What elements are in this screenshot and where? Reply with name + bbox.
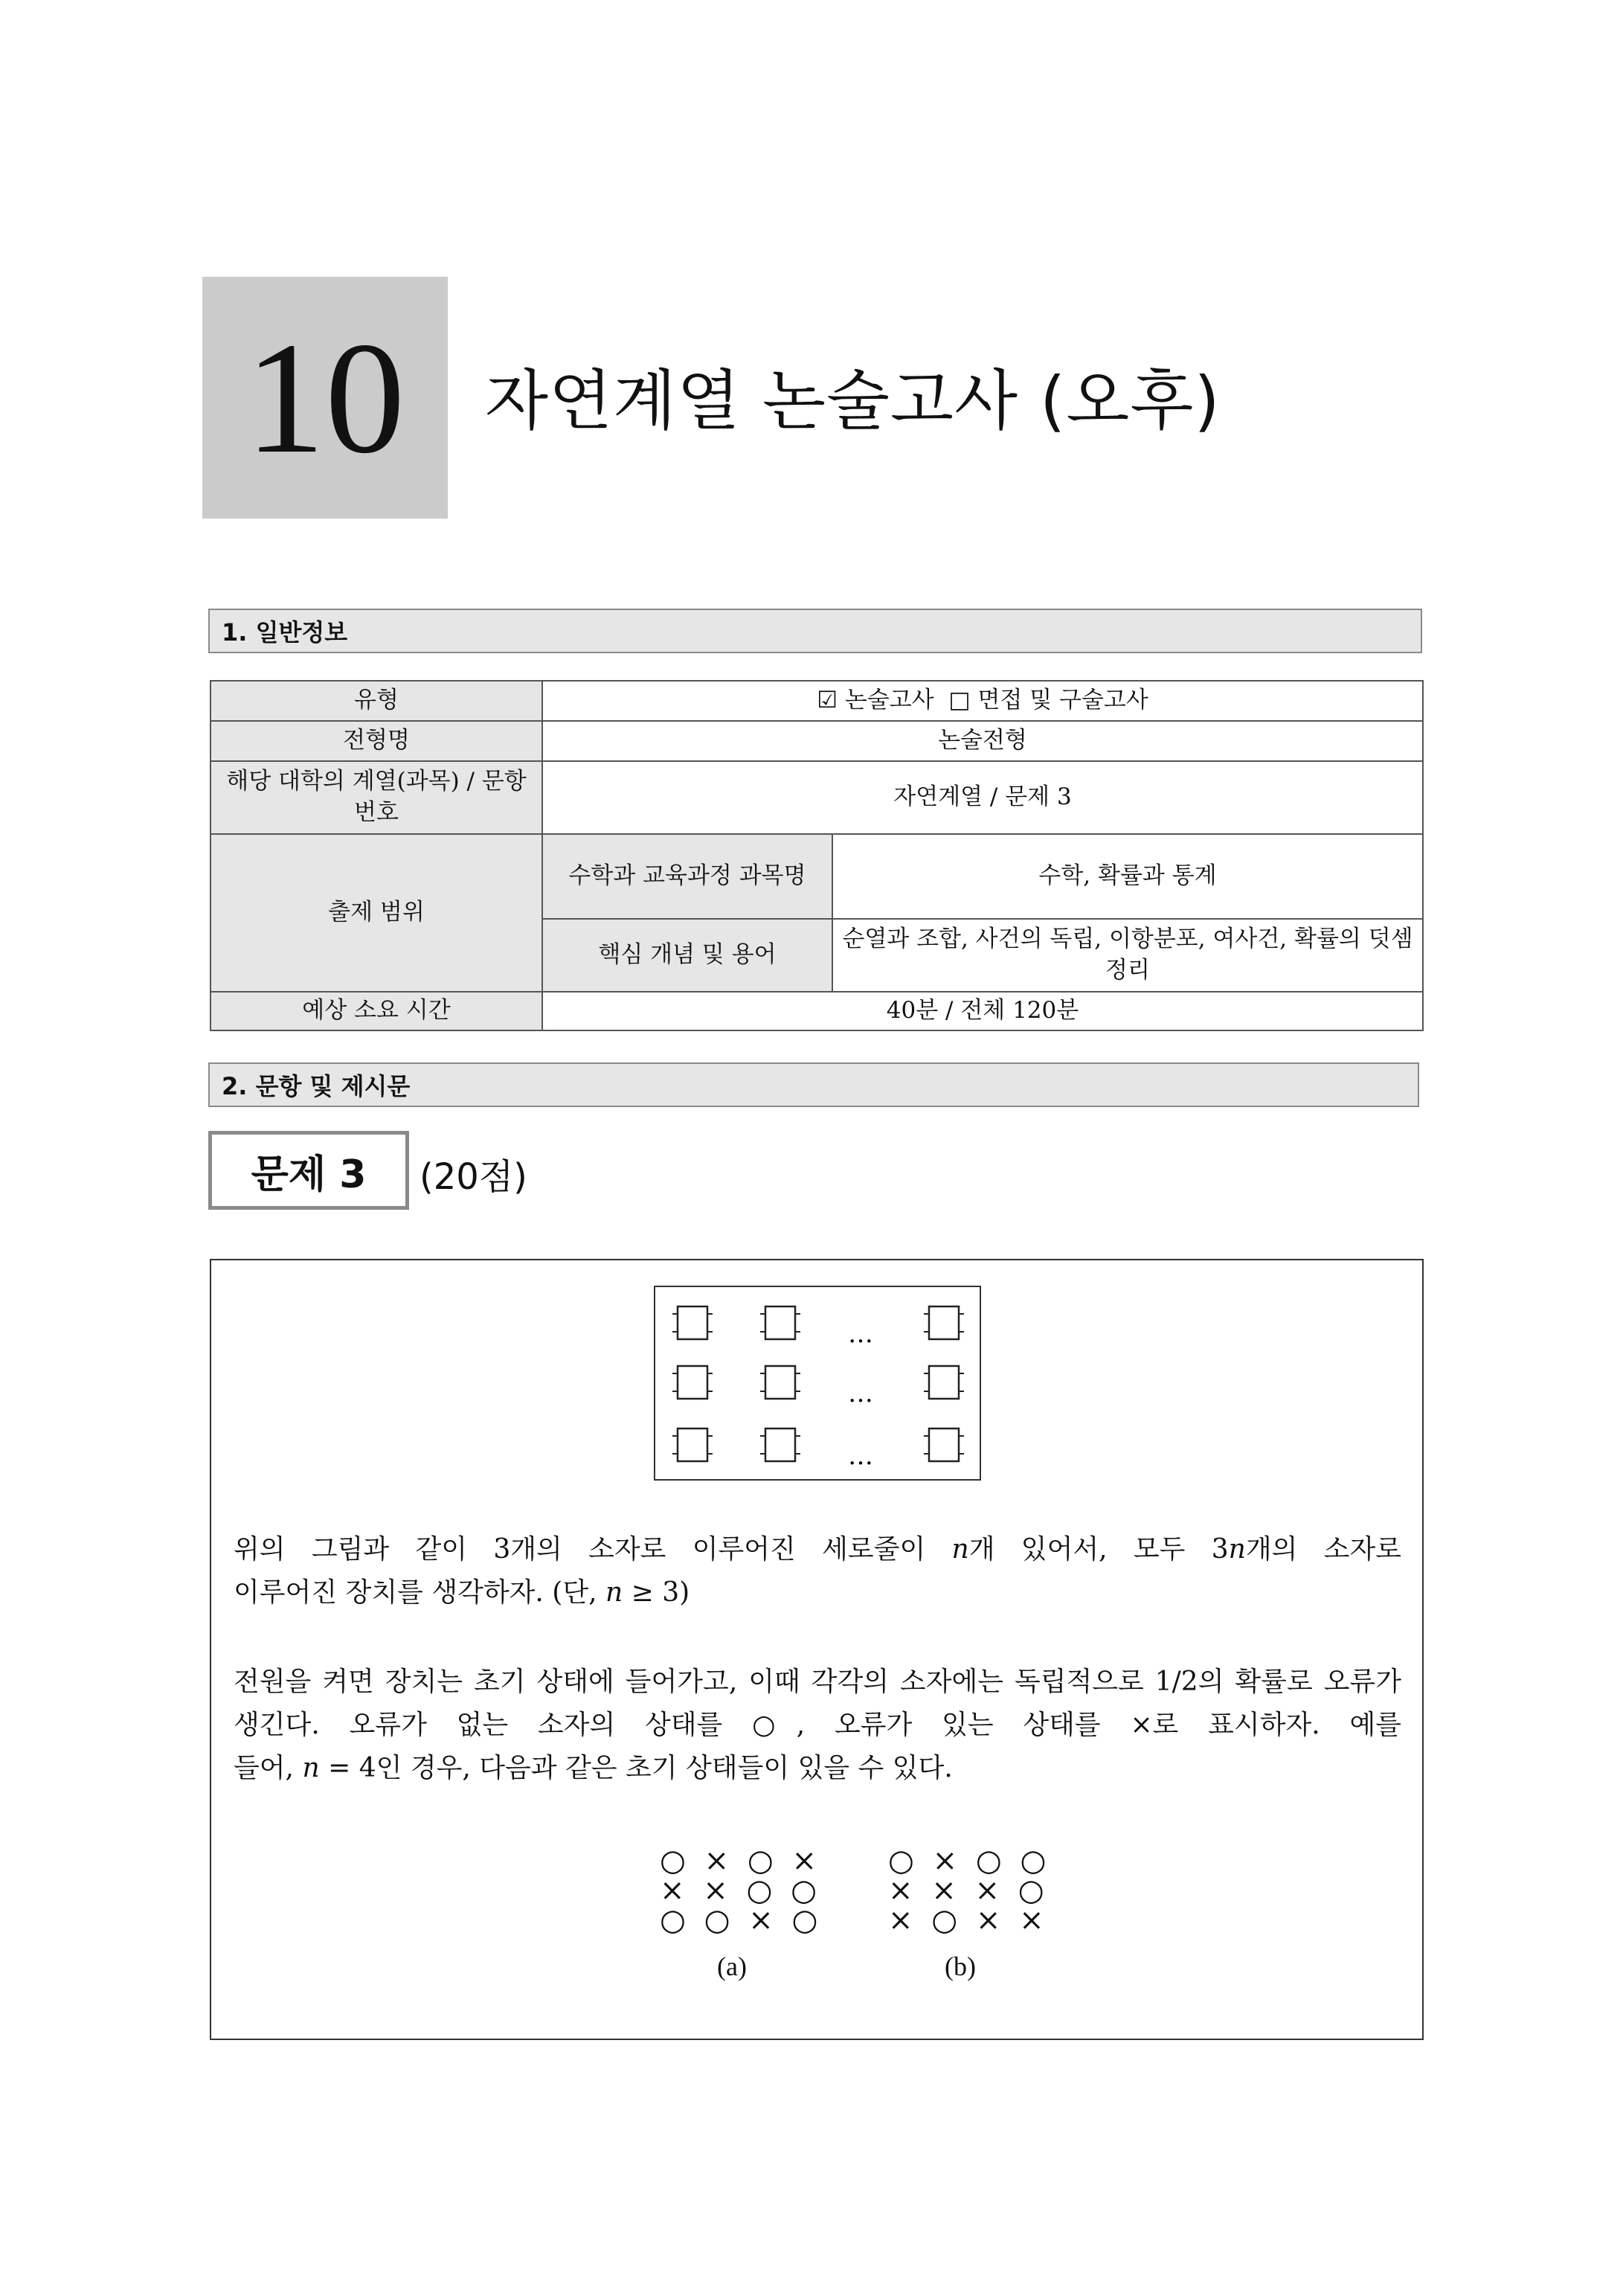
section-problem-header: [208, 1062, 1419, 1107]
ellipsis-label: …: [848, 1319, 873, 1349]
problem-paragraph-1: [234, 1528, 1401, 1614]
paragraph-text: [234, 1667, 1401, 1790]
math-variable: n: [605, 1577, 623, 1608]
admission-value: 논술전형: [542, 721, 1423, 761]
concepts-value: 순열과 조합, 사건의 독립, 이항분포, 여사건, 확률의 덧셈정리: [832, 919, 1423, 992]
device-element: [760, 1428, 800, 1461]
table-row: [210, 681, 1423, 721]
scope-label: 출제 범위: [210, 834, 542, 992]
device-element: [924, 1428, 964, 1461]
time-label: 예상 소요 시간: [210, 992, 542, 1030]
table-row: [210, 721, 1423, 761]
device-element: [672, 1306, 713, 1339]
curriculum-label: 수학과 교육과정 과목명: [542, 834, 832, 919]
page-title: 자연계열 논술고사 (오후): [485, 362, 1221, 439]
chapter-number-box: [202, 277, 448, 519]
paragraph-text: [234, 1534, 1401, 1614]
device-element: [924, 1366, 964, 1399]
table-row: [210, 992, 1423, 1030]
text-run: 전원을 켜면 장치는 초기 상태에 들어가고, 이때 각각의 소자에는 독립적으로 1/2의 확률로 오류가 생긴다. 오류가 없는 소자의 상태를 ○, 오류가 있는 상태를 ×로 표시하자. 예를: [234, 1667, 1401, 1740]
math-variable: n: [302, 1753, 320, 1783]
paragraph-last-line: [234, 1571, 1401, 1614]
state-grid-row: × × ○ ○: [660, 1873, 821, 1908]
text-run: 개의 소자로: [1245, 1534, 1401, 1565]
time-value: 40분 / 전체 120분: [542, 992, 1423, 1030]
text-run: 이루어진 장치를 생각하자. (단,: [234, 1577, 606, 1608]
type-label: 유형: [210, 681, 542, 721]
device-diagram: [654, 1286, 981, 1481]
curriculum-value: 수학, 확률과 통계: [832, 834, 1423, 919]
concepts-label: 핵심 개념 및 용어: [542, 919, 832, 992]
device-element: [672, 1428, 713, 1461]
state-label-a: (a): [717, 1952, 747, 1981]
math-variable: n: [1228, 1534, 1246, 1565]
device-element: [760, 1306, 800, 1339]
state-label-b: (b): [945, 1952, 976, 1981]
table-row: [210, 761, 1423, 834]
state-grid-row: × × × ○: [888, 1873, 1049, 1908]
state-grid-row: ○ × ○ ○: [888, 1844, 1051, 1878]
text-run: = 4인 경우, 다음과 같은 초기 상태들이 있을 수 있다.: [319, 1753, 953, 1783]
problem-label: [208, 1131, 409, 1210]
chapter-number: 10: [245, 309, 405, 487]
section-title: 1. 일반정보: [222, 618, 348, 647]
problem-panel: [210, 1259, 1424, 2040]
ellipsis-label: …: [848, 1379, 873, 1408]
device-element: [924, 1306, 964, 1339]
dept-label: 해당 대학의 계열(과목) / 문항번호: [210, 761, 542, 834]
text-run: 들어,: [234, 1753, 303, 1783]
general-info-table: [210, 680, 1424, 1031]
paragraph-last-line: [234, 1747, 1401, 1790]
type-value: ☑ 논술고사 □ 면접 및 구술고사: [542, 681, 1423, 721]
state-grid-a: [660, 1846, 822, 1935]
device-diagram-svg: [655, 1287, 980, 1479]
state-grid-row: × ○ × ×: [888, 1903, 1049, 1937]
problem-points: (20점): [420, 1156, 527, 1198]
text-run: 위의 그림과 같이 3개의 소자로 이루어진 세로줄이: [234, 1534, 952, 1565]
admission-label: 전형명: [210, 721, 542, 761]
section-title: 2. 문항 및 제시문: [222, 1072, 411, 1100]
text-run: 개 있어서, 모두 3: [968, 1534, 1229, 1565]
table-row: [210, 834, 1423, 919]
math-variable: n: [951, 1534, 969, 1565]
device-element: [672, 1366, 713, 1399]
state-grid-row: ○ × ○ ×: [660, 1844, 821, 1878]
problem-label-text: 문제 3: [251, 1152, 367, 1197]
section-general-info-header: [208, 609, 1422, 653]
dept-value: 자연계열 / 문제 3: [542, 761, 1423, 834]
problem-paragraph-2: [234, 1661, 1401, 1790]
text-run: ≥ 3): [623, 1577, 690, 1608]
device-element: [760, 1366, 800, 1399]
state-grid-b: [888, 1846, 1050, 1935]
ellipsis-label: …: [848, 1441, 873, 1471]
state-grid-row: ○ ○ × ○: [660, 1903, 823, 1937]
